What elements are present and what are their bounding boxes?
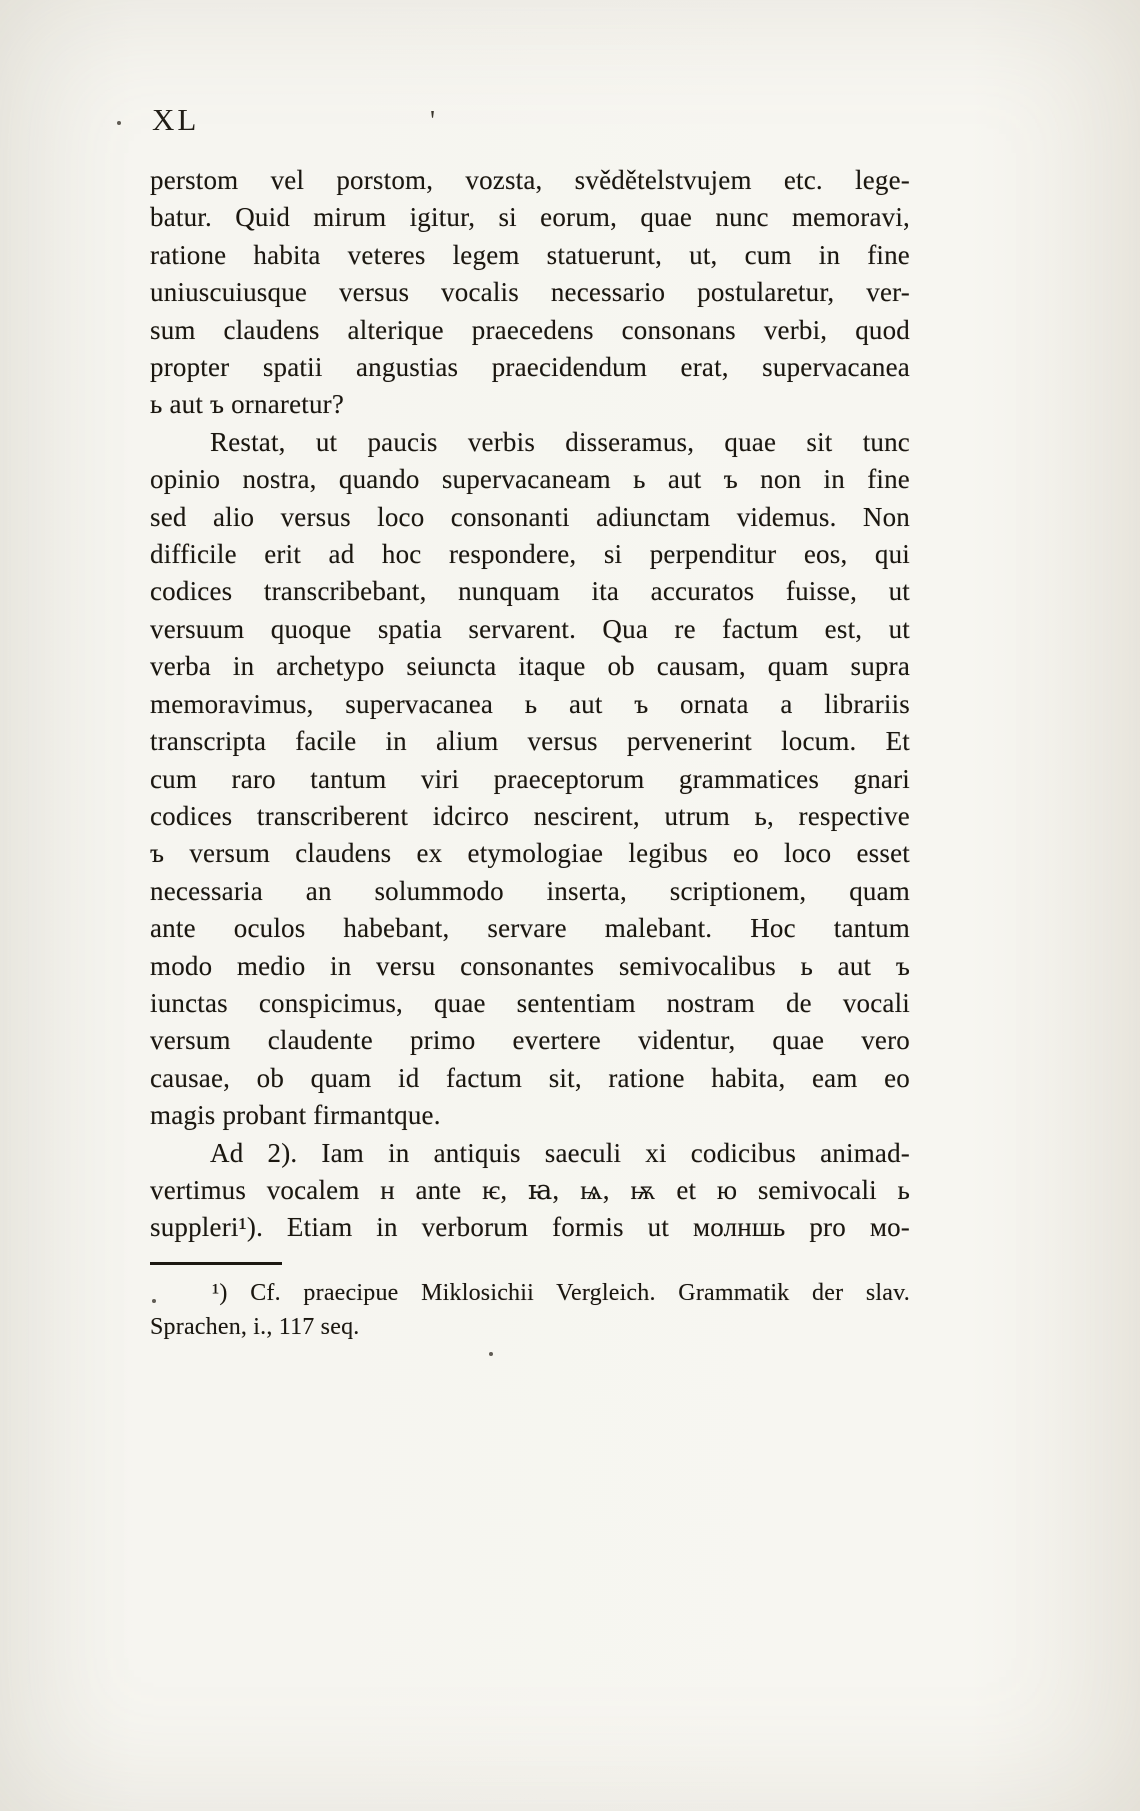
text-line: ante oculos habebant, servare malebant. Hoc tantum — [150, 913, 910, 944]
page-number: XL — [152, 102, 200, 137]
scan-speck — [117, 121, 121, 125]
text-line: modo medio in versu consonantes semivocalibus ь aut ъ — [150, 950, 910, 981]
text-line: codices transcribebant, nunquam ita accuratos fuisse, ut — [150, 576, 910, 607]
footnote-text — [150, 1276, 910, 1344]
text-line: cum raro tantum viri praeceptorum grammatices gnari — [150, 763, 910, 794]
text-line: transcripta facile in alium versus pervenerint locum. Et — [150, 726, 910, 757]
text-line: opinio nostra, quando supervacaneam ь aut ъ non in fine — [150, 464, 910, 495]
text-line: difficile erit ad hoc respondere, si perpenditur eos, qui — [150, 539, 910, 570]
text-line: versuum quoque spatia servarent. Qua re factum est, ut — [150, 613, 910, 644]
footnote-separator-rule — [150, 1262, 282, 1265]
scan-artifact-quote: ' — [430, 106, 436, 137]
footnote-line: ¹) Cf. praecipue Miklosichii Vergleich. Grammatik der slav. — [212, 1280, 910, 1306]
text-line: verba in archetypo seiuncta itaque ob causam, quam supra — [150, 651, 910, 682]
text-line: batur. Quid mirum igitur, si eorum, quae nunc memoravi, — [150, 202, 910, 233]
text-line: vertimus vocalem н ante ѥ, ꙗ, ѩ, ѭ et ю semivocali ь — [150, 1174, 910, 1205]
scan-speck — [489, 1352, 493, 1356]
text-line: iunctas conspicimus, quae sententiam nostram de vocali — [150, 987, 910, 1018]
text-line: necessaria an solummodo inserta, scriptionem, quam — [150, 875, 910, 906]
text-line: suppleri¹). Etiam in verborum formis ut молншь pro мо- — [150, 1212, 910, 1243]
text-line: causae, ob quam id factum sit, ratione habita, eam eo — [150, 1062, 910, 1093]
text-line: ь aut ъ ornaretur? — [150, 389, 345, 420]
footnote — [150, 1262, 910, 1344]
text-line: perstom vel porstom, vozsta, svědětelstvujem etc. lege- — [150, 165, 910, 195]
text-line: Ad 2). Iam in antiquis saeculi xi codicibus animad- — [210, 1137, 910, 1168]
text-line: uniuscuiusque versus vocalis necessario postularetur, ver- — [150, 277, 910, 308]
text-line: magis probant firmantque. — [150, 1100, 441, 1131]
text-line: ratione habita veteres legem statuerunt, ut, cum in fine — [150, 239, 910, 270]
text-line: memoravimus, supervacanea ь aut ъ ornata a librariis — [150, 688, 910, 719]
text-line: sum claudens alterique praecedens consonans verbi, quod — [150, 314, 910, 345]
text-line: ъ versum claudens ex etymologiae legibus eo loco esset — [150, 838, 910, 869]
text-line: codices transcriberent idcirco nescirent, utrum ь, respective — [150, 800, 910, 831]
text-line: sed alio versus loco consonanti adiunctam videmus. Non — [150, 501, 910, 532]
main-text-block — [150, 162, 910, 1247]
text-line: Restat, ut paucis verbis disseramus, quae sit tunc — [210, 426, 910, 457]
text-line: propter spatii angustias praecidendum erat, supervacanea — [150, 352, 910, 383]
footnote-line: Sprachen, i., 117 seq. — [150, 1314, 360, 1340]
text-line: versum claudente primo evertere videntur, quae vero — [150, 1025, 910, 1056]
